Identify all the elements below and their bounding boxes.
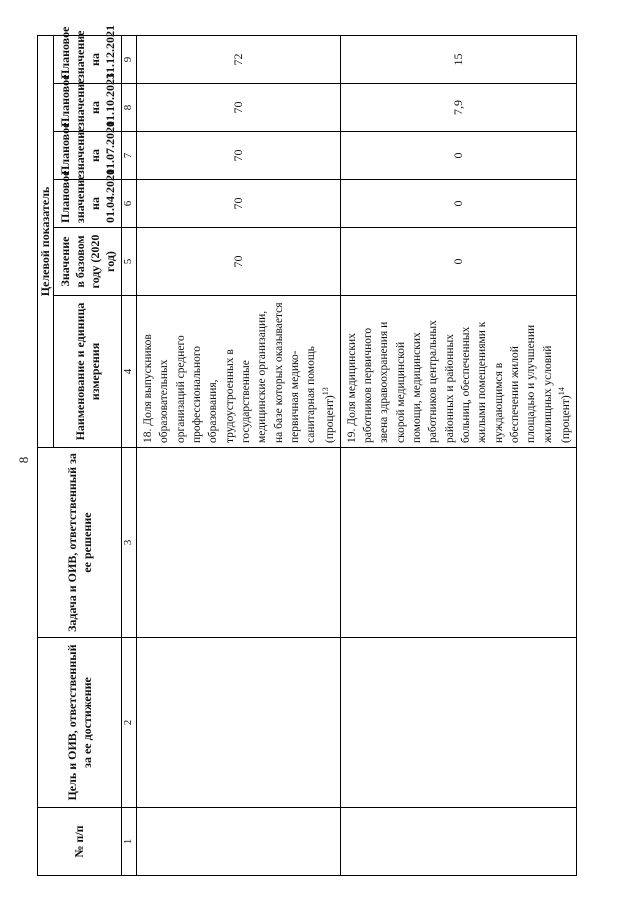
column-number: 4 [122,296,137,448]
header-target-indicator-group: Целевой показатель [38,35,54,447]
column-number: 1 [122,808,137,876]
cell-number [137,808,341,876]
header-number: № п/п [38,808,122,876]
column-number: 8 [122,84,137,132]
column-number: 2 [122,638,137,808]
cell-plan-q1: 70 [137,180,341,228]
indicator-text: 18. Доля выпускников образовательных организаций среднего профессионального образования, трудоустроенных в государственные медицинские организации, на базе которых оказывается первичная медико-санитарная помощь (процент) [142,302,336,443]
table-row [340,35,576,875]
column-number: 3 [122,448,137,638]
column-number: 5 [122,228,137,296]
header-name-unit: Наименование и единица измерения [54,296,122,448]
header-base-value: Значение в базовом году (2020 год) [54,228,122,296]
page-number: 8 [16,456,31,464]
target-indicators-table [37,25,577,876]
cell-indicator-name [137,296,341,448]
header-task: Задача и ОИВ, ответственный за ее решение [38,448,122,638]
footnote-ref: 14 [557,387,567,396]
header-plan-q1: Плановое значение на 01.04.2021 [54,180,122,228]
table-row [137,35,341,875]
rotated-table-container [37,25,572,876]
cell-plan-q2: 0 [340,132,576,180]
indicator-text: 19. Доля медицинских работников первичного звена здравоохранения и скорой медицинской помощи, медицинских работников центральных районных и районных больниц, обеспеченных жилыми помещениями к нуждающимся в обеспечении жилой площадью и улучшении жилищных условий (процент) [345,320,572,443]
header-plan-q2: Плановое значение на 01.07.2021 [54,132,122,180]
cell-goal [137,638,341,808]
column-number: 6 [122,180,137,228]
header-goal: Цель и ОИВ, ответственный за ее достижение [38,638,122,808]
header-plan-q4: Плановое значение на 31.12.2021 [54,35,122,83]
cell-plan-q1: 0 [340,180,576,228]
column-numbers-row [122,35,137,875]
cell-task [137,448,341,638]
footnote-ref: 13 [320,387,330,396]
cell-plan-q3: 70 [137,84,341,132]
column-number: 7 [122,132,137,180]
cell-base-value: 0 [340,228,576,296]
cell-indicator-name [340,296,576,448]
cell-plan-q4: 72 [137,35,341,83]
cell-plan-q4: 15 [340,35,576,83]
cell-plan-q2: 70 [137,132,341,180]
cell-plan-q3: 7,9 [340,84,576,132]
column-number: 9 [122,35,137,83]
cell-base-value: 70 [137,228,341,296]
header-plan-q3: Плановое значение на 01.10.2021 [54,84,122,132]
cell-goal [340,638,576,808]
cell-task [340,448,576,638]
cell-number [340,808,576,876]
